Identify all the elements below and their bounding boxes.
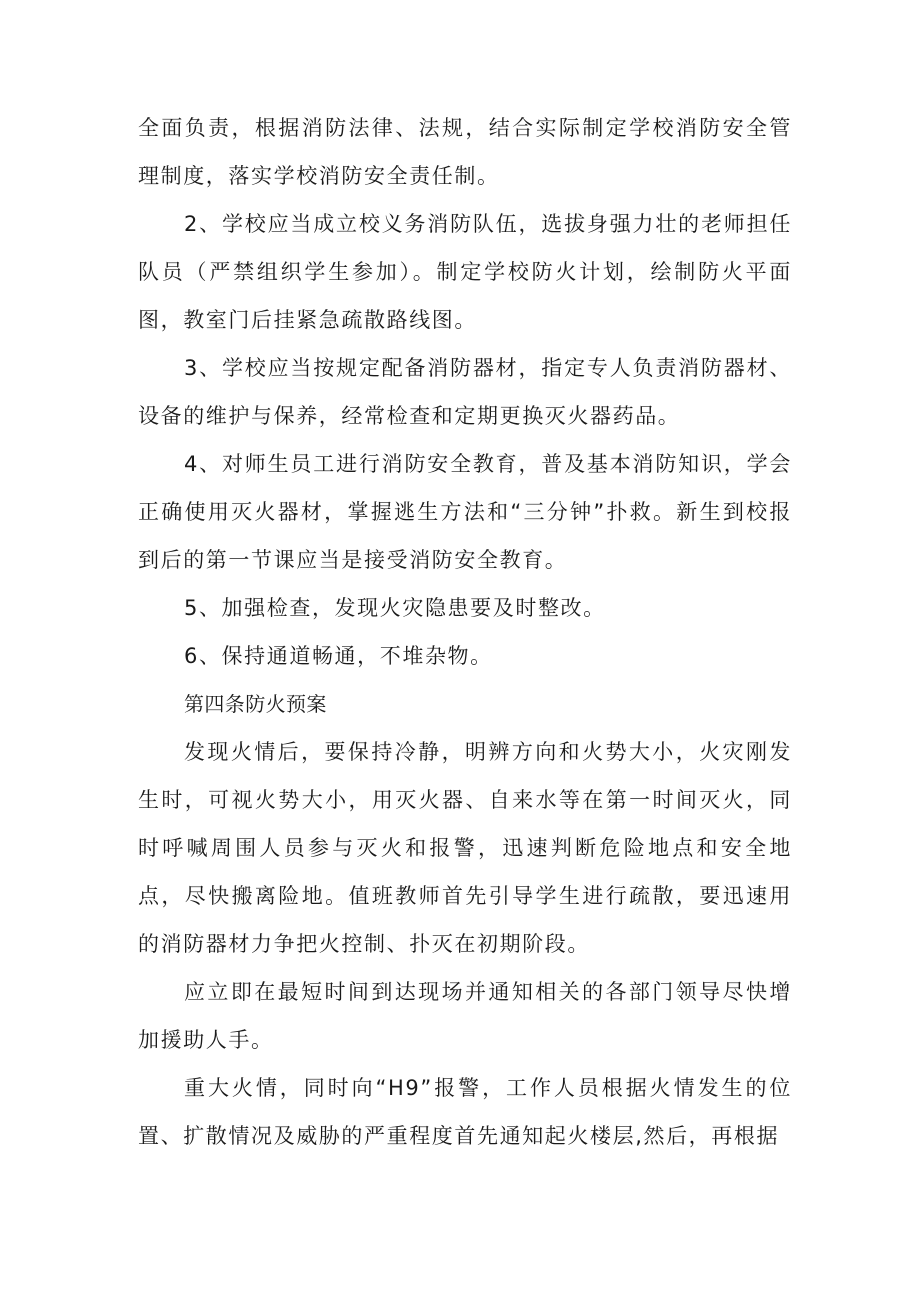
- paragraph-fire-discovery: 发现火情后，要保持冷静，明辨方向和火势大小，火灾刚发生时，可视火势大小，用灭火器、自来水等在第一时间灭火，同时呼喊周围人员参与灭火和报警，迅速判断危险地点和安全地点，尽快搬离险地。值班教师首先引导学生进行疏散，要迅速用的消防器材力争把火控制、扑灭在初期阶段。: [138, 740, 792, 956]
- paragraph-major-fire: 重大火情，同时向“H9”报警，工作人员根据火情发生的位置、扩散情况及威胁的严重程度首先通知起火楼层,然后，再根据: [138, 1076, 792, 1148]
- paragraph-item-4: 4、对师生员工进行消防安全教育，普及基本消防知识，学会正确使用灭火器材，掌握逃生方法和“三分钟”扑救。新生到校报到后的第一节课应当是接受消防安全教育。: [138, 452, 792, 572]
- section-heading: 第四条防火预案: [184, 692, 327, 716]
- paragraph-item-3: 3、学校应当按规定配备消防器材，指定专人负责消防器材、设备的维护与保养，经常检查和定期更换灭火器药品。: [138, 356, 792, 428]
- paragraph-leadership-notice: 应立即在最短时间到达现场并通知相关的各部门领导尽快增加援助人手。: [138, 980, 792, 1052]
- paragraph-item-6: 6、保持通道畅通，不堆杂物。: [184, 644, 493, 668]
- paragraph-item-2: 2、学校应当成立校义务消防队伍，选拔身强力壮的老师担任队员（严禁组织学生参加）。制定学校防火计划，绘制防火平面图，教室门后挂紧急疏散路线图。: [138, 212, 792, 332]
- paragraph-responsibility: 全面负责，根据消防法律、法规，结合实际制定学校消防安全管理制度，落实学校消防安全责任制。: [138, 116, 792, 188]
- paragraph-item-5: 5、加强检查，发现火灾隐患要及时整改。: [184, 596, 606, 620]
